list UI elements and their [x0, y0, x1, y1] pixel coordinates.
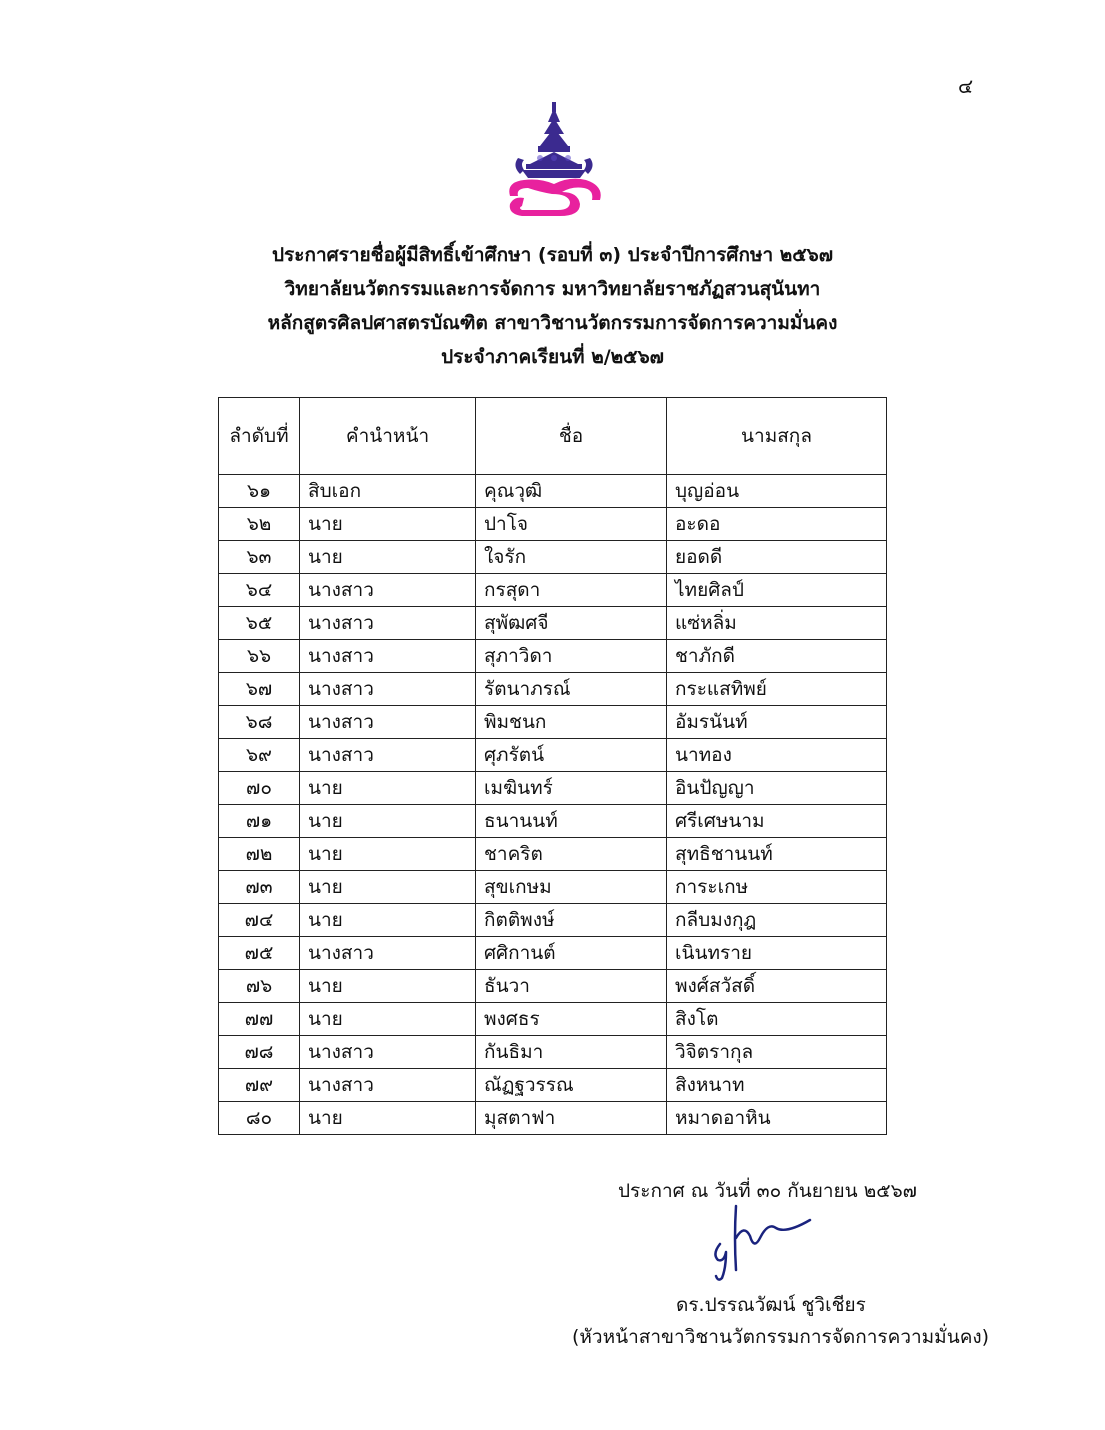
cell-number: ๖๓ [219, 541, 300, 574]
header-last-name: นามสกุล [667, 398, 887, 475]
header-number: ลำดับที่ [219, 398, 300, 475]
cell-prefix: นาย [300, 541, 476, 574]
cell-last-name: หมาดอาหิน [667, 1102, 887, 1135]
cell-first-name: สุพัฒศจี [476, 607, 667, 640]
cell-first-name: พิมชนก [476, 706, 667, 739]
cell-number: ๗๙ [219, 1069, 300, 1102]
cell-number: ๗๒ [219, 838, 300, 871]
cell-last-name: ไทยศิลป์ [667, 574, 887, 607]
cell-number: ๖๔ [219, 574, 300, 607]
table-row [219, 1036, 887, 1069]
cell-last-name: อะดอ [667, 508, 887, 541]
header-first-name: ชื่อ [476, 398, 667, 475]
cell-prefix: นาย [300, 970, 476, 1003]
page-number: ๔ [958, 74, 974, 98]
announcement-heading [150, 238, 955, 374]
cell-last-name: วิจิตรากุล [667, 1036, 887, 1069]
cell-last-name: สิงหนาท [667, 1069, 887, 1102]
cell-number: ๖๗ [219, 673, 300, 706]
table-row [219, 805, 887, 838]
cell-prefix: สิบเอก [300, 475, 476, 508]
heading-line-3: หลักสูตรศิลปศาสตรบัณฑิต สาขาวิชานวัตกรรมการจัดการความมั่นคง [267, 312, 838, 334]
table-row [219, 739, 887, 772]
table-row [219, 904, 887, 937]
cell-number: ๗๔ [219, 904, 300, 937]
cell-first-name: ศุภรัตน์ [476, 739, 667, 772]
table-row [219, 1003, 887, 1036]
cell-prefix: นาย [300, 772, 476, 805]
cell-prefix: นาย [300, 1102, 476, 1135]
cell-first-name: มุสตาฟา [476, 1102, 667, 1135]
table-row [219, 1069, 887, 1102]
table-row [219, 970, 887, 1003]
cell-last-name: ศรีเศษนาม [667, 805, 887, 838]
cell-prefix: นาย [300, 1003, 476, 1036]
cell-number: ๗๗ [219, 1003, 300, 1036]
cell-prefix: นาย [300, 508, 476, 541]
cell-first-name: ณัฏฐวรรณ [476, 1069, 667, 1102]
cell-last-name: บุญอ่อน [667, 475, 887, 508]
signer-name: ดร.ปรรณวัฒน์ ชูวิเชียร [676, 1294, 866, 1316]
cell-last-name: กระแสทิพย์ [667, 673, 887, 706]
cell-number: ๖๒ [219, 508, 300, 541]
university-emblem-icon [500, 100, 608, 218]
cell-prefix: นาย [300, 871, 476, 904]
cell-first-name: รัตนาภรณ์ [476, 673, 667, 706]
cell-first-name: สุภาวิดา [476, 640, 667, 673]
applicant-table [218, 397, 887, 1135]
cell-number: ๖๙ [219, 739, 300, 772]
header-prefix: คำนำหน้า [300, 398, 476, 475]
heading-line-2: วิทยาลัยนวัตกรรมและการจัดการ มหาวิทยาลัยราชภัฏสวนสุนันทา [284, 278, 821, 300]
table-row [219, 1102, 887, 1135]
table-row [219, 838, 887, 871]
cell-number: ๗๐ [219, 772, 300, 805]
cell-first-name: พงศธร [476, 1003, 667, 1036]
cell-prefix: นางสาว [300, 574, 476, 607]
cell-first-name: คุณวุฒิ [476, 475, 667, 508]
cell-first-name: สุขเกษม [476, 871, 667, 904]
cell-number: ๘๐ [219, 1102, 300, 1135]
cell-first-name: ศศิกานต์ [476, 937, 667, 970]
cell-number: ๗๓ [219, 871, 300, 904]
table-header-row [219, 398, 887, 475]
cell-first-name: ธันวา [476, 970, 667, 1003]
table-row [219, 574, 887, 607]
cell-prefix: นางสาว [300, 607, 476, 640]
table-row [219, 607, 887, 640]
cell-prefix: นางสาว [300, 739, 476, 772]
table-row [219, 871, 887, 904]
cell-prefix: นาย [300, 805, 476, 838]
table-row [219, 541, 887, 574]
table-row [219, 706, 887, 739]
heading-line-4: ประจำภาคเรียนที่ ๒/๒๕๖๗ [441, 346, 664, 368]
cell-first-name: ปาโจ [476, 508, 667, 541]
table-row [219, 673, 887, 706]
cell-last-name: นาทอง [667, 739, 887, 772]
cell-first-name: กิตติพงษ์ [476, 904, 667, 937]
cell-last-name: สุทธิชานนท์ [667, 838, 887, 871]
cell-last-name: สิงโต [667, 1003, 887, 1036]
cell-first-name: กันธิมา [476, 1036, 667, 1069]
cell-prefix: นางสาว [300, 640, 476, 673]
cell-last-name: แซ่หลิ่ม [667, 607, 887, 640]
cell-last-name: อัมรนันท์ [667, 706, 887, 739]
cell-number: ๖๖ [219, 640, 300, 673]
heading-line-1: ประกาศรายชื่อผู้มีสิทธิ์เข้าศึกษา (รอบที่ ๓) ประจำปีการศึกษา ๒๕๖๗ [271, 244, 834, 266]
cell-last-name: พงศ์สวัสดิ์ [667, 970, 887, 1003]
cell-prefix: นางสาว [300, 937, 476, 970]
cell-number: ๖๕ [219, 607, 300, 640]
cell-prefix: นาย [300, 904, 476, 937]
cell-prefix: นางสาว [300, 706, 476, 739]
table-row [219, 475, 887, 508]
cell-first-name: ใจรัก [476, 541, 667, 574]
cell-last-name: การะเกษ [667, 871, 887, 904]
cell-number: ๗๘ [219, 1036, 300, 1069]
cell-number: ๖๘ [219, 706, 300, 739]
cell-prefix: นางสาว [300, 1069, 476, 1102]
cell-last-name: ชาภักดี [667, 640, 887, 673]
table-row [219, 640, 887, 673]
cell-first-name: กรสุดา [476, 574, 667, 607]
cell-first-name: เมฆินทร์ [476, 772, 667, 805]
cell-last-name: อินปัญญา [667, 772, 887, 805]
announcement-date: ประกาศ ณ วันที่ ๓๐ กันยายน ๒๕๖๗ [618, 1180, 917, 1202]
cell-number: ๗๑ [219, 805, 300, 838]
table-row [219, 937, 887, 970]
signer-title: (หัวหน้าสาขาวิชานวัตกรรมการจัดการความมั่นคง) [572, 1326, 990, 1348]
cell-prefix: นางสาว [300, 1036, 476, 1069]
handwritten-signature-icon [706, 1198, 816, 1288]
cell-number: ๗๕ [219, 937, 300, 970]
cell-last-name: กลีบมงกุฎ [667, 904, 887, 937]
table-row [219, 508, 887, 541]
cell-number: ๗๖ [219, 970, 300, 1003]
cell-first-name: ชาคริต [476, 838, 667, 871]
cell-number: ๖๑ [219, 475, 300, 508]
cell-last-name: ยอดดี [667, 541, 887, 574]
cell-prefix: นางสาว [300, 673, 476, 706]
table-row [219, 772, 887, 805]
cell-last-name: เนินทราย [667, 937, 887, 970]
cell-prefix: นาย [300, 838, 476, 871]
cell-first-name: ธนานนท์ [476, 805, 667, 838]
